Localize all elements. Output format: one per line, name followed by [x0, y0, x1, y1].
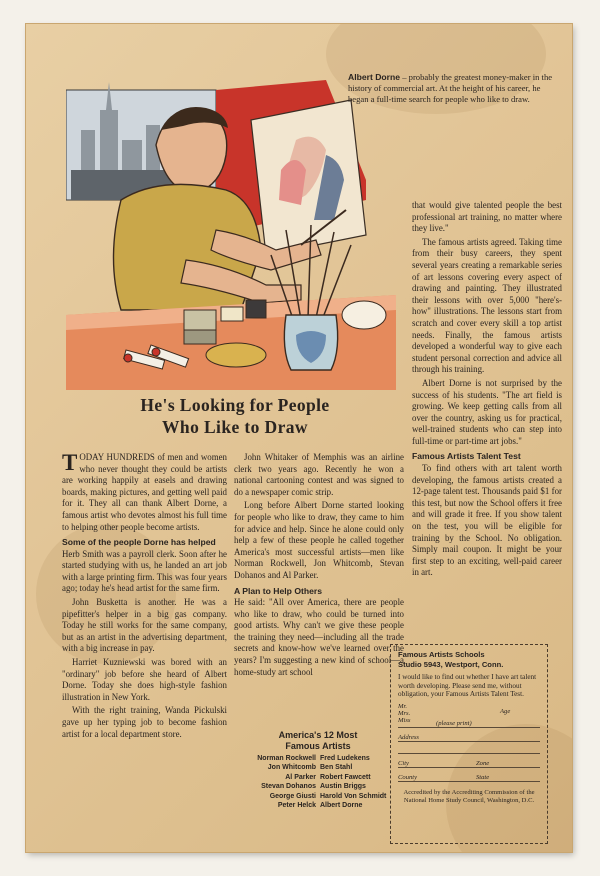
- paragraph: The famous artists agreed. Taking time from their busy careers, they spent several years creating a remarkable series of art lessons covering every aspect of drawing and painting. They illustrated their lessons with over 5,000 "here's-how" illustrations. The lessons start from scratch and cover every skill a top artist needs. Finally, the famous artists developed a wonderful way to give each student personal correction and advice all through his training.: [412, 236, 562, 375]
- mrs-label: Mrs.: [398, 709, 411, 717]
- address-field[interactable]: [398, 732, 540, 742]
- artists-title-1: America's 12 Most: [278, 730, 358, 740]
- headline-line-1: He's Looking for People: [140, 395, 330, 415]
- artist-name: Al Parker: [285, 773, 316, 781]
- subheading: Famous Artists Talent Test: [412, 451, 521, 462]
- paragraph: that would give talented people the best professional art training, no matter where they live.": [412, 200, 562, 234]
- paragraph: With the right training, Wanda Pickulski gave up her typing job to become fashion artist for a local department store.: [62, 705, 227, 739]
- coupon-studio-address: Studio 5943, Westport, Conn.: [398, 659, 504, 669]
- state-label: State: [476, 773, 490, 781]
- paragraph: Albert Dorne is not surprised by the success of his students. "The art field is growing. We keep getting calls from all over the country, asking us for practical, well-trained students who can step into full-time or part-time art jobs.": [412, 377, 562, 446]
- coupon-school-name: Famous Artists Schools: [398, 650, 485, 659]
- name-field[interactable]: [398, 703, 540, 728]
- accreditation-note: Accredited by the Accrediting Commission of the National Home Study Council, Washington, D.C.: [403, 788, 535, 804]
- article-column-3: [412, 200, 562, 581]
- zone-label: Zone: [476, 759, 490, 767]
- paragraph: He said: "All over America, there are people who like to draw, who could be turned into good artists. Why can't we give these people the training they need—including all the trade secrets and know-how we've learned over the years? I'm suggesting a new kind of school—a home-study art school: [234, 597, 404, 677]
- address-label: Address: [398, 733, 420, 741]
- caption-name: Albert Dorne: [348, 72, 401, 82]
- paragraph: Herb Smith was a payroll clerk. Soon after he started studying with us, he landed an art job with a large printing firm. This was four years ago; today he's head artist for the same firm.: [62, 548, 227, 594]
- address-line-2[interactable]: [398, 746, 540, 754]
- artist-name: Austin Briggs: [320, 783, 366, 791]
- county-label: County: [398, 773, 418, 781]
- artists-title-2: Famous Artists: [285, 741, 351, 751]
- artists-grid: [228, 754, 408, 810]
- age-label: Age: [500, 707, 511, 715]
- artist-name: Ben Stahl: [320, 764, 353, 772]
- subheading: A Plan to Help Others: [234, 585, 323, 596]
- article-column-2: [234, 452, 404, 680]
- headline: [90, 394, 380, 438]
- drop-cap: T: [62, 450, 78, 475]
- artist-name: Fred Ludekens: [320, 755, 370, 762]
- paragraph: John Whitaker of Memphis was an airline clerk two years ago. Recently he won a national cartooning contest and was signed to do a newspaper comic strip.: [234, 452, 404, 497]
- artist-illustration: [66, 60, 396, 390]
- paragraph: Harriet Kuzniewski was bored with an "ordinary" job before she heard of Albert Dorne. Today she does high-style fashion illustration in New York.: [62, 657, 227, 702]
- paragraph: To find others with art talent worth developing, the famous artists created a 12-page talent test. Thousands paid $1 for this test, but now the School offers it free and will grade it free. If you show talent on the test, you will be eligible for training by the School. No obligation. Simply mail coupon. It might be your first step to an exciting, well-paid career in art.: [412, 462, 562, 578]
- artist-name: Harold Von Schmidt: [320, 792, 387, 800]
- magazine-page: [26, 24, 572, 852]
- artist-name: Albert Dorne: [320, 802, 363, 810]
- artist-name: Stevan Dohanos: [261, 783, 316, 791]
- headline-line-2: Who Like to Draw: [162, 417, 308, 437]
- miss-label: Miss: [398, 716, 411, 724]
- article-column-1: [62, 452, 227, 742]
- mail-coupon[interactable]: [390, 644, 548, 844]
- city-label: City: [398, 759, 409, 767]
- coupon-request-text: I would like to find out whether I have art talent worth developing. Please send me, without obligation, your Famous Artists Talent Test.: [398, 673, 537, 699]
- paragraph: John Busketta is another. He was a pipefitter's helper in a big gas company. Today he still works for the same company, but as an artist in the advertising department, with a big increase in pay.: [62, 597, 227, 654]
- please-print-label: (please print): [436, 719, 472, 727]
- city-zone-field[interactable]: [398, 758, 540, 768]
- caption-text: – probably the greatest money-maker in the history of commercial art. At the height of his career, he began a full-time search for people who like to draw.: [348, 72, 553, 104]
- artist-name: George Giusti: [269, 792, 316, 800]
- famous-artists-list: [228, 730, 408, 810]
- artist-name: Norman Rockwell: [257, 755, 316, 762]
- artist-name: Jon Whitcomb: [267, 764, 316, 772]
- artist-name: Peter Helck: [277, 802, 316, 810]
- illustration-caption: [348, 72, 558, 105]
- paragraph: TODAY HUNDREDS of men and women who never thought they could be artists are working happily at easels and drawing boards, making pictures, and getting well paid for it. They all can thank Albert Dorne, a famous artist who devotes almost his full time to helping other people become artists.: [62, 450, 227, 532]
- artist-name: Robert Fawcett: [320, 773, 371, 781]
- subheading: Some of the people Dorne has helped: [62, 537, 216, 548]
- paragraph: Long before Albert Dorne started looking for people who like to draw, they came to him for advice and help. Since he alone could only help a few of these people he called together America's most successful artists—men like Norman Rockwell, Jon Whitcomb, Stevan Dohanos and Al Parker.: [234, 500, 404, 580]
- county-state-field[interactable]: [398, 772, 540, 782]
- mr-label: Mr.: [398, 702, 407, 710]
